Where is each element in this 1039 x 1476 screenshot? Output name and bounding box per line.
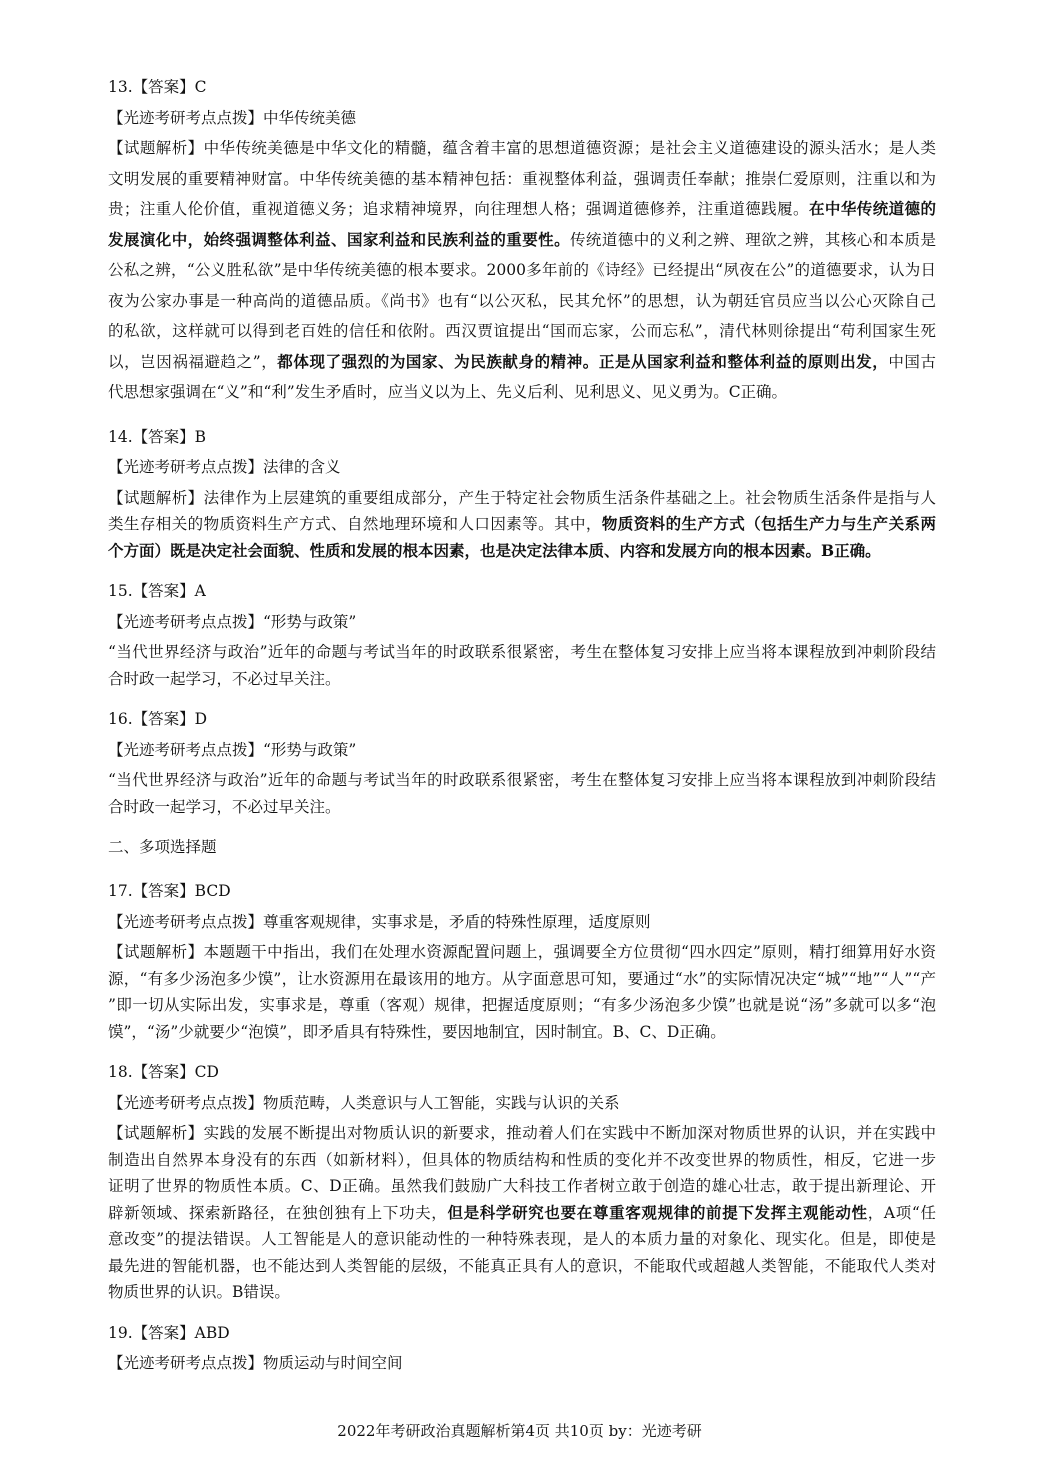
- document-body: [108, 76, 936, 1397]
- bold-text: 发展演化中，始终强调整体利益、国家利益和民族利益的重要性。: [108, 229, 570, 249]
- answer-item: [108, 1061, 936, 1308]
- text-segment: 类生存相关的物质资料生产方式、自然地理环境和人口因素等。其中，: [108, 515, 602, 533]
- answer-label: 14.【答案】B: [108, 427, 207, 446]
- bold-text: 个方面）既是决定社会面貌、性质和发展的根本因素，也是决定法律本质、内容和发展方向的根本因素。B正确。: [108, 540, 881, 560]
- text-segment: 文明发展的重要精神财富。中华传统美德的基本精神包括：重视整体利益，强调责任奉献；推崇仁爱原则，注重以和为: [108, 169, 936, 188]
- analysis-line: [108, 137, 936, 168]
- text-segment: 辟新领域、探索新路径，在独创独有上下功夫，: [108, 1203, 448, 1222]
- analysis-line: [108, 769, 936, 796]
- text-segment: 意改变”的提法错误。人工智能是人的意识能动性的一种特殊表现，是人的本质力量的对象化、现实化。但是，即使是: [108, 1230, 936, 1248]
- text-segment: ”即一切从实际出发，实事求是，尊重（客观）规律，把握适度原则；“有多少汤泡多少馍”也就是说“汤”多就可以多“泡: [108, 996, 936, 1014]
- text-segment: 制造出自然界本身没有的东西（如新材料），但具体的物质结构和性质的变化并不改变世界的物质性，相反，它进一步: [108, 1150, 936, 1169]
- multiple-choice-answers: [108, 880, 936, 1383]
- analysis-line: [108, 1122, 936, 1149]
- text-segment: 最先进的智能机器，也不能达到人类智能的层级，不能真正具有人的意识，不能取代或超越人类智能，不能取代人类对: [108, 1256, 936, 1275]
- analysis-line: [108, 941, 936, 968]
- answer-label: 19.【答案】ABD: [108, 1323, 230, 1342]
- text-segment: “当代世界经济与政治”近年的命题与考试当年的时政联系很紧密，考生在整体复习安排上应当将本课程放到冲刺阶段结: [108, 643, 936, 661]
- analysis-line: [108, 320, 936, 351]
- answer-item: [108, 1322, 936, 1383]
- answer-item: [108, 580, 936, 694]
- analysis-line: [108, 1281, 936, 1308]
- text-segment: 物质世界的认识。B错误。: [108, 1283, 290, 1301]
- analysis-line: [108, 1021, 936, 1048]
- text-segment: 传统道德中的义利之辨、理欲之辨，其核心和本质是: [570, 230, 936, 249]
- bold-text: 都体现了强烈的为国家、为民族献身的精神。正是从国家利益和整体利益的原则出发，: [277, 351, 889, 371]
- single-choice-answers: [108, 76, 936, 822]
- answer-item: [108, 708, 936, 822]
- answer-label: 18.【答案】CD: [108, 1063, 219, 1081]
- text-segment: ，A项“任: [867, 1203, 936, 1222]
- text-segment: 贵；注重人伦价值，重视道德义务；追求精神境界，向往理想人格；强调道德修养，注重道德践履。: [108, 200, 809, 218]
- text-segment: “当代世界经济与政治”近年的命题与考试当年的时政联系很紧密，考生在整体复习安排上应当将本课程放到冲刺阶段结: [108, 771, 936, 789]
- analysis-line: [108, 1149, 936, 1176]
- answer-label: 17.【答案】BCD: [108, 882, 231, 900]
- answer-item: [108, 426, 936, 567]
- text-segment: 源，“有多少汤泡多少馍”，让水资源用在最该用的地方。从字面意思可知，要通过“水”的实际情况决定“城”“地”“人”“产: [108, 969, 936, 988]
- text-segment: 公私之辨，“公义胜私欲”是中华传统美德的根本要求。2000多年前的《诗经》已经提出“夙夜在公”的道德要求，认为日: [108, 261, 936, 279]
- key-point: 【光迹考研考点点拨】法律的含义: [108, 458, 341, 476]
- answer-label: 13.【答案】C: [108, 78, 207, 96]
- analysis-line: [108, 168, 936, 199]
- analysis-line: [108, 1202, 936, 1229]
- analysis-line: [108, 641, 936, 668]
- key-point: 【光迹考研考点点拨】中华传统美德: [108, 108, 357, 127]
- analysis-line: [108, 668, 936, 695]
- answer-item: [108, 880, 936, 1047]
- key-point: 【光迹考研考点点拨】尊重客观规律，实事求是，矛盾的特殊性原理，适度原则: [108, 912, 651, 931]
- text-segment: 证明了世界的物质性本质。C、D正确。虽然我们鼓励广大科技工作者树立敢于创造的雄心壮志，敢于提出新理论、开: [108, 1177, 936, 1195]
- key-point: 【光迹考研考点点拨】物质运动与时间空间: [108, 1354, 403, 1372]
- bold-text: 物质资料的生产方式（包括生产力与生产关系两: [601, 514, 936, 533]
- text-segment: 馍”，“汤”少就要少“泡馍”，即矛盾具有特殊性，要因地制宜，因时制宜。B、C、D正确。: [108, 1022, 726, 1041]
- analysis-line: [108, 513, 936, 540]
- key-point: 【光迹考研考点点拨】“形势与政策”: [108, 612, 357, 631]
- analysis-line: [108, 381, 936, 412]
- analysis-line: [108, 198, 936, 229]
- bold-text: 但是科学研究也要在尊重客观规律的前提下发挥主观能动性: [447, 1202, 868, 1222]
- page-footer: 2022年考研政治真题解析第4页 共10页 by：光迹考研: [337, 1422, 702, 1440]
- answer-label: 15.【答案】A: [108, 582, 206, 600]
- key-point: 【光迹考研考点点拨】物质范畴，人类意识与人工智能，实践与认识的关系: [108, 1093, 620, 1112]
- answer-label: 16.【答案】D: [108, 710, 208, 728]
- bold-text: 在中华传统道德的: [808, 199, 936, 218]
- analysis-line: [108, 259, 936, 290]
- analysis-line: [108, 1255, 936, 1282]
- analysis-line: [108, 994, 936, 1021]
- text-segment: 夜为公家办事是一种高尚的道德品质。《尚书》也有“以公灭私，民其允怀”的思想，认为朝廷官员应当以公心灭除自己: [108, 291, 936, 310]
- text-segment: 【试题解析】法律作为上层建筑的重要组成部分，产生于特定社会物质生活条件基础之上。社会物质生活条件是指与人: [108, 488, 936, 507]
- text-segment: 合时政一起学习，不必过早关注。: [108, 797, 341, 816]
- text-segment: 【试题解析】实践的发展不断提出对物质认识的新要求，推动着人们在实践中不断加深对物质世界的认识，并在实践中: [108, 1124, 936, 1142]
- section-title: 二、多项选择题: [108, 838, 217, 856]
- analysis-line: [108, 487, 936, 514]
- text-segment: 【试题解析】本题题干中指出，我们在处理水资源配置问题上，强调要全方位贯彻“四水四定”原则，精打细算用好水资: [108, 943, 936, 961]
- text-segment: 代思想家强调在“义”和“利”发生矛盾时，应当义以为上、先义后利、见利思义、见义勇为。C正确。: [108, 383, 788, 401]
- analysis-line: [108, 1228, 936, 1255]
- answer-item: [108, 76, 936, 412]
- analysis-line: [108, 1175, 936, 1202]
- analysis-line: [108, 290, 936, 321]
- analysis-line: [108, 796, 936, 823]
- analysis-line: [108, 229, 936, 260]
- text-segment: 以，岂因祸福避趋之”，: [108, 352, 278, 371]
- key-point: 【光迹考研考点点拨】“形势与政策”: [108, 740, 357, 759]
- text-segment: 合时政一起学习，不必过早关注。: [108, 669, 341, 688]
- text-segment: 【试题解析】中华传统美德是中华文化的精髓，蕴含着丰富的思想道德资源；是社会主义道德建设的源头活水；是人类: [108, 139, 936, 157]
- text-segment: 的私欲，这样就可以得到老百姓的信任和依附。西汉贾谊提出“国而忘家，公而忘私”，清代林则徐提出“苟利国家生死: [108, 322, 936, 340]
- analysis-line: [108, 968, 936, 995]
- analysis-line: [108, 540, 936, 567]
- text-segment: 中国古: [888, 352, 936, 371]
- analysis-line: [108, 351, 936, 382]
